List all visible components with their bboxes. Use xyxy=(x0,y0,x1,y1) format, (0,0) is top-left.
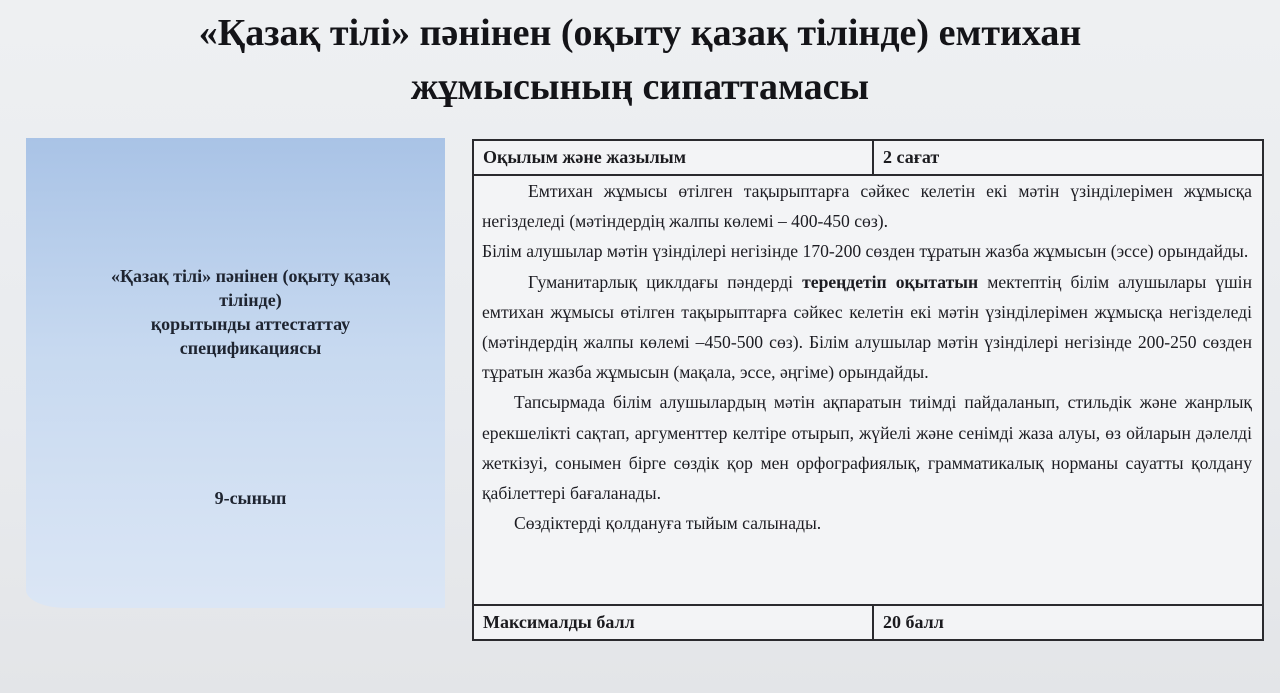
paragraph-1: Емтихан жұмысы өтілген тақырыптарға сәйкес келетін екі мәтін үзінділерімен жұмысқа негізделеді (мәтіндердің жалпы көлемі – 400-450 сөз). xyxy=(482,181,1252,232)
paragraph-5: Сөздіктерді қолдануға тыйым салынады. xyxy=(514,513,822,534)
title-line-2: жұмысының сипаттамасы xyxy=(410,66,870,108)
spec-line-4: спецификациясы xyxy=(179,338,322,358)
grade-label: 9-сынып xyxy=(214,488,287,508)
paragraph-4: Тапсырмада білім алушылардың мәтін ақпаратын тиімді пайдаланып, стильдік және жанрлық ерекшелікті сақтап, аргументтер келтіре отырып, жүйелі және сенімді жаза алуы, өз ойларын дәлелді жеткізуі, сонымен бірге сөздік қор мен орфографиялық, грамматикалық норманы сауатты қолдану қабілеттері бағаланады. xyxy=(482,392,1252,504)
table-footer-row xyxy=(474,604,1262,639)
paragraph-2: Білім алушылар мәтін үзінділері негізінде 170-200 сөзден тұратын жазба жұмысын (эссе) орындайды. xyxy=(482,241,1249,262)
spec-line-1: «Қазақ тілі» пәнінен (оқыту қазақ xyxy=(110,266,391,286)
paragraph-3-start: Гуманитарлық циклдағы пәндерді xyxy=(528,271,803,292)
table-header-row xyxy=(474,141,1262,176)
spec-line-3: қорытынды аттестаттау xyxy=(150,314,351,334)
footer-max-score-label: Максималды балл xyxy=(474,606,874,639)
header-duration: 2 сағат xyxy=(883,147,940,167)
exam-description-table xyxy=(472,139,1264,641)
title-line-1: «Қазақ тілі» пәнінен (оқыту қазақ тілінде) емтихан xyxy=(198,12,1082,54)
paragraph-3 xyxy=(482,267,1252,388)
slide-title xyxy=(0,6,1280,114)
spec-line-2: тілінде) xyxy=(219,290,282,310)
paragraph-3-bold: тереңдетіп оқытатын xyxy=(802,271,979,292)
paragraph-3-end: мектептің білім алушылары үшін емтихан жұмысы өтілген тақырыптарға сәйкес келетін екі мәтін үзінділерімен жұмысқа негізделеді (мәтіндердің жалпы көлемі –450-500 сөз). Білім алушылар мәтін үзінділері негізінде 200-250 сөзден тұратын жазба жұмысын (мақала, эссе, әңгіме) орындайды. xyxy=(482,271,1252,383)
table-description xyxy=(482,176,1252,538)
header-section-name: Оқылым және жазылым xyxy=(474,141,874,174)
footer-max-score-value: 20 балл xyxy=(883,612,944,632)
specification-title xyxy=(66,264,435,360)
specification-panel xyxy=(26,138,445,608)
